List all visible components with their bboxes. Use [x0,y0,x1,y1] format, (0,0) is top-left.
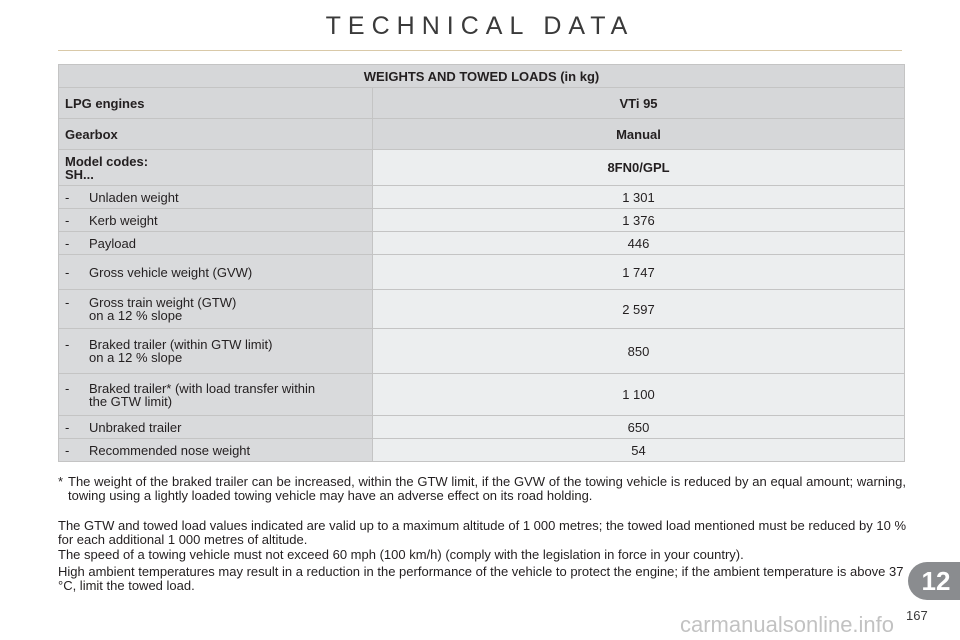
row-label: Braked trailer (within GTW limit) [89,337,273,352]
bullet-dash: - [65,419,70,435]
temperature-note: High ambient temperatures may result in a reduction in the performance of the vehicle to protect the engine; if the ambient temperature is above 37 °C, limit the towed load. [58,564,904,593]
table-title-row [59,65,905,88]
row-label: Unbraked trailer [89,419,182,435]
model-label-line-2: SH... [65,166,94,182]
bullet-dash: - [65,380,70,396]
gearbox-label: Gearbox [59,119,373,150]
table-row [59,209,905,232]
speed-note: The speed of a towing vehicle must not exceed 60 mph (100 km/h) (comply with the legislation in force in your country). [58,547,744,562]
row-value: 650 [373,416,905,439]
row-label: Gross vehicle weight (GVW) [89,264,253,280]
row-value: 1 376 [373,209,905,232]
bullet-dash: - [65,189,70,205]
footnote-text: The weight of the braked trailer can be increased, within the GTW limit, if the GVW of the towing vehicle is reduced by an equal amount; warning, towing using a lightly loaded towing vehicle may have an adverse effect on its road holding. [68,474,906,503]
table-row [59,329,905,374]
chapter-tab: 12 [908,562,960,600]
row-label-line-2: the GTW limit) [89,393,173,409]
footnote-asterisk: * [58,474,64,489]
row-value: 1 100 [373,374,905,416]
model-value: 8FN0/GPL [373,150,905,186]
row-label: Recommended nose weight [89,442,251,458]
gearbox-value: Manual [373,119,905,150]
table-row [59,374,905,416]
footnote [58,475,906,503]
row-value: 1 301 [373,186,905,209]
table-title: WEIGHTS AND TOWED LOADS (in kg) [59,65,905,88]
bullet-dash: - [65,212,70,228]
row-value: 446 [373,232,905,255]
row-label: Braked trailer* (with load transfer within [89,380,316,396]
bullet-dash: - [65,442,70,458]
page-number: 167 [906,608,928,623]
row-label: Payload [89,235,136,251]
row-label: Gross train weight (GTW) [89,295,237,310]
model-row [59,150,905,186]
gearbox-row [59,119,905,150]
table-row [59,416,905,439]
table-row [59,186,905,209]
table-row [59,290,905,329]
row-value: 54 [373,439,905,462]
bullet-dash: - [65,295,70,310]
bullet-dash: - [65,235,70,251]
table-row [59,439,905,462]
row-value: 1 747 [373,255,905,290]
row-label: Kerb weight [89,212,158,228]
row-value: 850 [373,329,905,374]
model-label [59,150,373,186]
row-label: Unladen weight [89,189,179,205]
table-row [59,232,905,255]
row-value: 2 597 [373,290,905,329]
engine-row [59,88,905,119]
watermark: carmanualsonline.info [680,612,895,637]
page-title: TECHNICAL DATA [325,12,635,40]
engine-value: VTi 95 [373,88,905,119]
row-label-line-2: on a 12 % slope [89,350,183,365]
weights-table [58,64,905,462]
title-divider [58,50,902,51]
altitude-note: The GTW and towed load values indicated are valid up to a maximum altitude of 1 000 metres; the towed load mentioned must be reduced by 10 % for each additional 1 000 metres of altitude. [58,518,906,547]
bullet-dash: - [65,337,70,352]
table-row [59,255,905,290]
model-label-line-1: Model codes: [65,153,149,169]
bullet-dash: - [65,264,70,280]
row-label-line-2: on a 12 % slope [89,308,183,323]
engine-label: LPG engines [59,88,373,119]
